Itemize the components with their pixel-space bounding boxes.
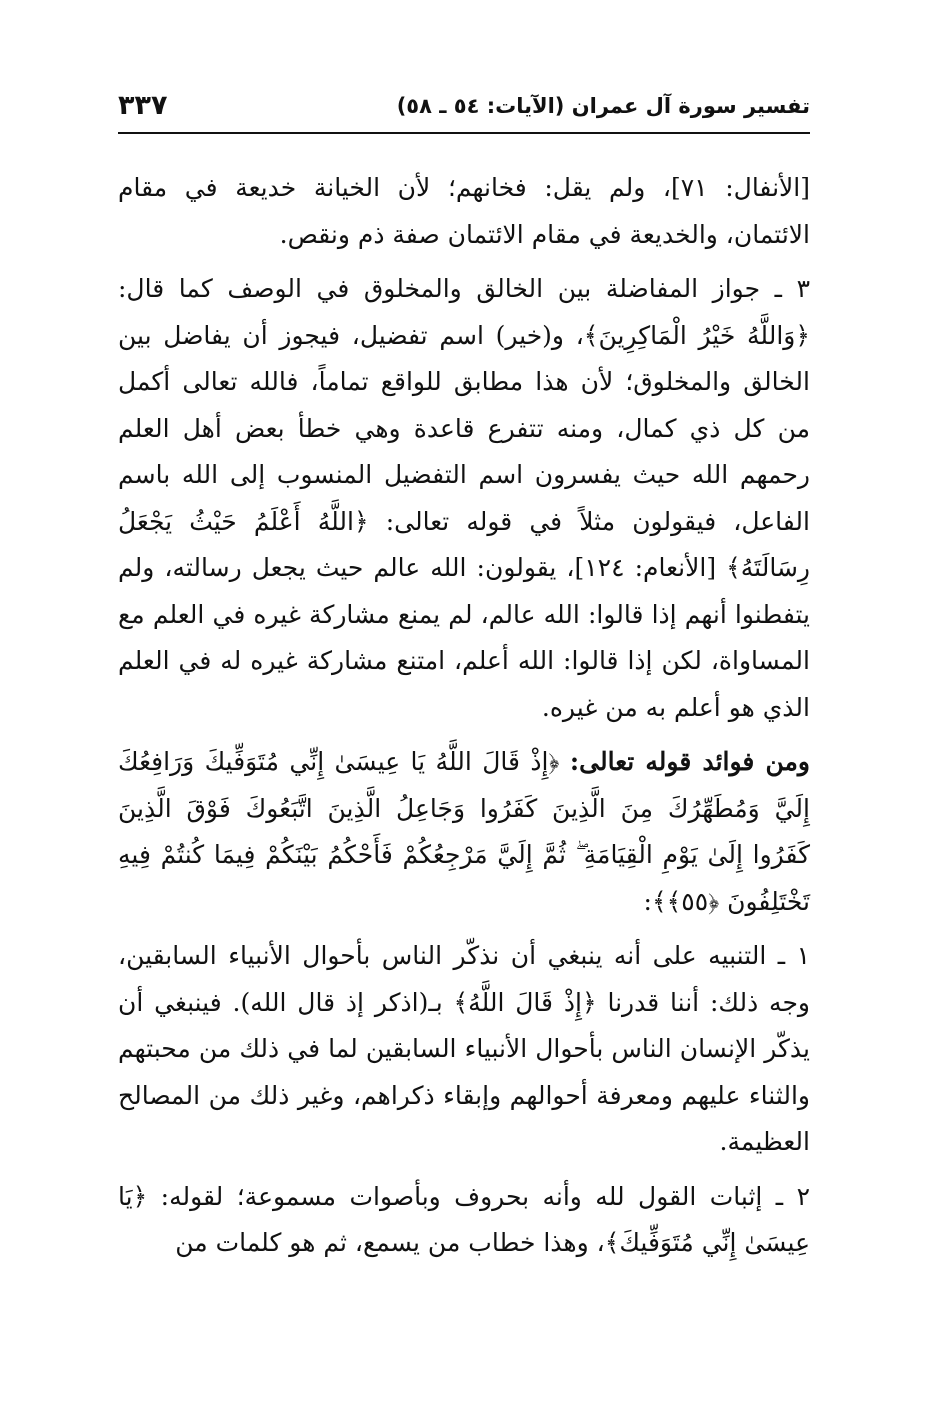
quran-verse: ﴿إِذْ قَالَ اللَّهُ يَا عِيسَىٰ إِنِّي مُتَوَفِّيكَ وَرَافِعُكَ إِلَيَّ وَمُطَهِّرُكَ مِنَ الَّذِينَ كَفَرُوا وَجَاعِلُ الَّذِينَ اتَّبَعُوكَ فَوْقَ الَّذِينَ كَفَرُوا إِلَىٰ يَوْمِ الْقِيَامَةِ ۖ ثُمَّ إِلَيَّ مَرْجِعُكُمْ فَأَحْكُمُ بَيْنَكُمْ فِيمَا كُنتُمْ فِيهِ تَخْتَلِفُونَ ﴿٥٥﴾﴾: bbox=[118, 747, 810, 916]
paragraph-benefit-2: ٢ ـ إثبات القول لله وأنه بحروف وبأصوات مسموعة؛ لقوله: ﴿يَا عِيسَىٰ إِنِّي مُتَوَفِّيكَ﴾، وهذا خطاب من يسمع، ثم هو كلمات من bbox=[118, 1181, 810, 1257]
benefits-lead: ومن فوائد قوله تعالى: bbox=[569, 747, 810, 776]
header-rule bbox=[118, 132, 810, 134]
body-text bbox=[118, 165, 810, 1267]
paragraph-benefit-1: ١ ـ التنبيه على أنه ينبغي أن نذكّر الناس بأحوال الأنبياء السابقين، وجه ذلك: أننا قدرنا ﴿إِذْ قَالَ اللَّهُ﴾ بـ(اذكر إذ قال الله). فينبغي أن يذكّر الإنسان الناس بأحوال الأنبياء السابقين لما في ذلك من محبتهم والثناء عليهم ومعرفة أحوالهم وإبقاء ذكراهم، وغير ذلك من المصالح العظيمة. bbox=[118, 941, 810, 1156]
paragraph-verse-intro bbox=[118, 739, 810, 925]
paragraph-anfal-continuation: [الأنفال: ٧١]، ولم يقل: فخانهم؛ لأن الخيانة خديعة في مقام الائتمان، والخديعة في مقام الائتمان صفة ذم ونقص. bbox=[118, 173, 810, 249]
page-number: ٣٣٧ bbox=[118, 90, 168, 121]
running-header bbox=[118, 88, 810, 132]
paragraph-benefit-3: ٣ ـ جواز المفاضلة بين الخالق والمخلوق في الوصف كما قال: ﴿وَاللَّهُ خَيْرُ الْمَاكِرِينَ﴾، و(خير) اسم تفضيل، فيجوز أن يفاضل بين الخالق والمخلوق؛ لأن هذا مطابق للواقع تماماً، فالله تعالى أكمل من كل ذي كمال، ومنه تتفرع قاعدة وهي خطأ بعض أهل العلم رحمهم الله حيث يفسرون اسم التفضيل المنسوب إلى الله باسم الفاعل، فيقولون مثلاً في قوله تعالى: ﴿اللَّهُ أَعْلَمُ حَيْثُ يَجْعَلُ رِسَالَتَهُ﴾ [الأنعام: ١٢٤]، يقولون: الله عالم حيث يجعل رسالته، ولم يتفطنوا أنهم إذا قالوا: الله عالم، لم يمنع مشاركة غيره في العلم مع المساواة، لكن إذا قالوا: الله أعلم، امتنع مشاركة غيره له في العلم الذي هو أعلم به من غيره. bbox=[118, 274, 810, 722]
running-title: تفسير سورة آل عمران (الآيات: ٥٤ ـ ٥٨) bbox=[396, 94, 810, 118]
